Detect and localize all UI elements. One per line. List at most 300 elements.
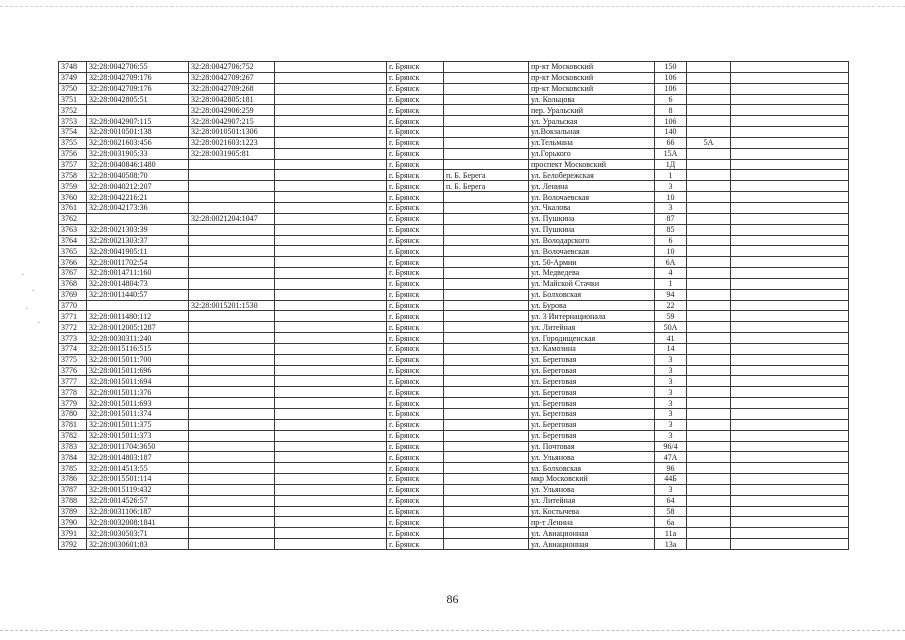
cell-note: [731, 62, 849, 73]
cell-object-cadastral-number: [189, 246, 275, 257]
cell-house-number: 6: [655, 94, 687, 105]
scan-speck: [26, 308, 28, 309]
cell-settlement: [444, 419, 529, 430]
cell-row-number: 3758: [59, 170, 87, 181]
cell-note: [731, 322, 849, 333]
cell-row-number: 3777: [59, 376, 87, 387]
cell-house-number: 8: [655, 105, 687, 116]
cell-house-number: 4: [655, 268, 687, 279]
cell-extra-field: [275, 224, 387, 235]
cell-city: г. Брянск: [387, 202, 444, 213]
cell-settlement: [444, 398, 529, 409]
table-row: [59, 311, 849, 322]
cell-extra-field: [275, 409, 387, 420]
cell-street: ул. Авиационная: [529, 528, 655, 539]
cell-settlement: [444, 148, 529, 159]
cell-note: [731, 452, 849, 463]
cell-city: г. Брянск: [387, 452, 444, 463]
cell-cadastral-number: 32:28:0042709:176: [87, 83, 189, 94]
cell-settlement: [444, 246, 529, 257]
cell-city: г. Брянск: [387, 62, 444, 73]
cell-cadastral-number: 32:28:0011480:112: [87, 311, 189, 322]
cell-building-number: [687, 192, 731, 203]
cell-city: г. Брянск: [387, 181, 444, 192]
cell-note: [731, 387, 849, 398]
cell-city: г. Брянск: [387, 419, 444, 430]
table-row: [59, 506, 849, 517]
cell-street: ул. 3 Интернационала: [529, 311, 655, 322]
cell-settlement: [444, 452, 529, 463]
cell-settlement: [444, 72, 529, 83]
cell-city: г. Брянск: [387, 224, 444, 235]
cell-city: г. Брянск: [387, 83, 444, 94]
cell-note: [731, 127, 849, 138]
cell-note: [731, 430, 849, 441]
scan-margin-specks: [20, 270, 50, 330]
cell-city: г. Брянск: [387, 354, 444, 365]
cell-building-number: [687, 398, 731, 409]
cell-settlement: [444, 137, 529, 148]
cell-cadastral-number: 32:28:0040212:207: [87, 181, 189, 192]
table-row: [59, 441, 849, 452]
cell-extra-field: [275, 311, 387, 322]
cell-row-number: 3762: [59, 213, 87, 224]
scan-edge-bottom: [0, 630, 905, 632]
cell-object-cadastral-number: [189, 409, 275, 420]
cell-cadastral-number: 32:28:0014513:55: [87, 463, 189, 474]
cell-row-number: 3785: [59, 463, 87, 474]
cell-building-number: [687, 94, 731, 105]
cell-city: г. Брянск: [387, 192, 444, 203]
cell-building-number: [687, 148, 731, 159]
cell-cadastral-number: 32:28:0030601:83: [87, 539, 189, 550]
cell-row-number: 3780: [59, 409, 87, 420]
cell-row-number: 3773: [59, 333, 87, 344]
cell-note: [731, 441, 849, 452]
cell-settlement: [444, 311, 529, 322]
cell-row-number: 3788: [59, 495, 87, 506]
cell-house-number: 15А: [655, 148, 687, 159]
cell-row-number: 3754: [59, 127, 87, 138]
cell-street: пр-кт Московский: [529, 83, 655, 94]
cell-extra-field: [275, 484, 387, 495]
cell-street: ул. Бурова: [529, 300, 655, 311]
cell-building-number: [687, 257, 731, 268]
cell-street: ул. Береговая: [529, 419, 655, 430]
cell-city: г. Брянск: [387, 495, 444, 506]
cell-object-cadastral-number: [189, 268, 275, 279]
table-row: [59, 72, 849, 83]
cell-extra-field: [275, 83, 387, 94]
cell-extra-field: [275, 506, 387, 517]
cell-house-number: 47А: [655, 452, 687, 463]
cell-object-cadastral-number: 32:28:0042706:752: [189, 62, 275, 73]
cell-house-number: 3: [655, 376, 687, 387]
cell-object-cadastral-number: [189, 419, 275, 430]
cell-cadastral-number: [87, 300, 189, 311]
cell-note: [731, 528, 849, 539]
cell-extra-field: [275, 170, 387, 181]
cell-building-number: [687, 343, 731, 354]
cell-settlement: [444, 484, 529, 495]
cell-object-cadastral-number: [189, 539, 275, 550]
cell-street: пр-кт Московский: [529, 72, 655, 83]
cell-settlement: [444, 528, 529, 539]
cell-street: ул. Уральская: [529, 116, 655, 127]
cell-settlement: [444, 159, 529, 170]
cell-note: [731, 365, 849, 376]
cell-street: ул. Медведева: [529, 268, 655, 279]
cell-extra-field: [275, 127, 387, 138]
cell-extra-field: [275, 300, 387, 311]
cell-extra-field: [275, 213, 387, 224]
cell-note: [731, 333, 849, 344]
cell-building-number: [687, 127, 731, 138]
cell-city: г. Брянск: [387, 398, 444, 409]
cell-building-number: [687, 116, 731, 127]
cell-row-number: 3791: [59, 528, 87, 539]
cell-extra-field: [275, 181, 387, 192]
cell-building-number: [687, 474, 731, 485]
table-row: [59, 354, 849, 365]
cell-house-number: 44Б: [655, 474, 687, 485]
cell-cadastral-number: 32:28:0032008:1841: [87, 517, 189, 528]
cell-city: г. Брянск: [387, 322, 444, 333]
cell-street: ул. 50-Армии: [529, 257, 655, 268]
cell-city: г. Брянск: [387, 289, 444, 300]
cell-building-number: [687, 333, 731, 344]
table-row: [59, 181, 849, 192]
cell-extra-field: [275, 268, 387, 279]
cell-row-number: 3790: [59, 517, 87, 528]
cell-street: ул. Костычева: [529, 506, 655, 517]
cell-building-number: [687, 387, 731, 398]
cell-city: г. Брянск: [387, 137, 444, 148]
cell-object-cadastral-number: [189, 495, 275, 506]
table-row: [59, 116, 849, 127]
cell-house-number: 106: [655, 83, 687, 94]
cell-building-number: [687, 181, 731, 192]
cell-building-number: [687, 528, 731, 539]
cell-object-cadastral-number: [189, 322, 275, 333]
cell-object-cadastral-number: [189, 376, 275, 387]
cell-extra-field: [275, 278, 387, 289]
cell-row-number: 3783: [59, 441, 87, 452]
cell-object-cadastral-number: [189, 463, 275, 474]
cell-building-number: [687, 170, 731, 181]
cell-object-cadastral-number: 32:28:0042906:259: [189, 105, 275, 116]
cell-city: г. Брянск: [387, 474, 444, 485]
cell-settlement: [444, 127, 529, 138]
cell-settlement: [444, 463, 529, 474]
cell-cadastral-number: 32:28:0021303:39: [87, 224, 189, 235]
cell-note: [731, 506, 849, 517]
cell-extra-field: [275, 517, 387, 528]
cell-house-number: 6а: [655, 517, 687, 528]
cell-house-number: 140: [655, 127, 687, 138]
cell-street: ул. Ленина: [529, 181, 655, 192]
cell-building-number: [687, 202, 731, 213]
cell-row-number: 3748: [59, 62, 87, 73]
cell-row-number: 3749: [59, 72, 87, 83]
page-number: 86: [446, 592, 459, 606]
cell-city: г. Брянск: [387, 441, 444, 452]
cell-object-cadastral-number: [189, 159, 275, 170]
cell-house-number: 96: [655, 463, 687, 474]
cell-building-number: [687, 506, 731, 517]
table-row: [59, 224, 849, 235]
cell-object-cadastral-number: [189, 333, 275, 344]
cell-city: г. Брянск: [387, 506, 444, 517]
cell-cadastral-number: 32:28:0021603:456: [87, 137, 189, 148]
cell-note: [731, 517, 849, 528]
cell-extra-field: [275, 365, 387, 376]
cell-object-cadastral-number: [189, 354, 275, 365]
cell-note: [731, 202, 849, 213]
cell-object-cadastral-number: [189, 289, 275, 300]
cell-note: [731, 246, 849, 257]
cell-settlement: [444, 495, 529, 506]
cell-cadastral-number: 32:28:0014526:57: [87, 495, 189, 506]
cell-extra-field: [275, 72, 387, 83]
cell-building-number: [687, 311, 731, 322]
cell-city: г. Брянск: [387, 246, 444, 257]
cell-extra-field: [275, 343, 387, 354]
table-row: [59, 192, 849, 203]
cell-extra-field: [275, 148, 387, 159]
cell-house-number: 106: [655, 116, 687, 127]
cell-building-number: [687, 409, 731, 420]
cell-house-number: 3: [655, 409, 687, 420]
cell-object-cadastral-number: 32:28:0042907:215: [189, 116, 275, 127]
cell-street: ул.Горького: [529, 148, 655, 159]
cell-note: [731, 181, 849, 192]
cell-object-cadastral-number: 32:28:0042709:267: [189, 72, 275, 83]
cell-street: ул. Белобережская: [529, 170, 655, 181]
cell-building-number: [687, 105, 731, 116]
cell-street: ул. Береговая: [529, 354, 655, 365]
cell-settlement: [444, 224, 529, 235]
cell-building-number: [687, 441, 731, 452]
table-row: [59, 430, 849, 441]
cell-cadastral-number: 32:28:0042709:176: [87, 72, 189, 83]
cell-building-number: [687, 278, 731, 289]
cell-note: [731, 419, 849, 430]
cell-settlement: [444, 322, 529, 333]
cell-settlement: [444, 387, 529, 398]
cell-settlement: [444, 343, 529, 354]
table-row: [59, 409, 849, 420]
cell-building-number: [687, 224, 731, 235]
cell-house-number: 106: [655, 72, 687, 83]
cell-row-number: 3755: [59, 137, 87, 148]
cell-street: ул. Кольцова: [529, 94, 655, 105]
cell-building-number: [687, 289, 731, 300]
table-row: [59, 376, 849, 387]
cell-row-number: 3761: [59, 202, 87, 213]
cell-object-cadastral-number: [189, 387, 275, 398]
cell-extra-field: [275, 539, 387, 550]
cell-settlement: [444, 354, 529, 365]
cell-building-number: [687, 246, 731, 257]
table-row: [59, 539, 849, 550]
cell-street: пр-т Ленина: [529, 517, 655, 528]
cell-note: [731, 213, 849, 224]
cell-extra-field: [275, 116, 387, 127]
cell-extra-field: [275, 452, 387, 463]
cell-object-cadastral-number: 32:28:0031905:81: [189, 148, 275, 159]
cell-cadastral-number: [87, 213, 189, 224]
cell-note: [731, 289, 849, 300]
cell-street: ул. Береговая: [529, 376, 655, 387]
cell-cadastral-number: 32:28:0014711:160: [87, 268, 189, 279]
cell-note: [731, 354, 849, 365]
cell-house-number: 85: [655, 224, 687, 235]
cell-building-number: [687, 213, 731, 224]
cell-cadastral-number: 32:28:0015011:374: [87, 409, 189, 420]
cell-city: г. Брянск: [387, 365, 444, 376]
cell-extra-field: [275, 419, 387, 430]
cell-city: г. Брянск: [387, 387, 444, 398]
cell-object-cadastral-number: 32:28:0015201:1530: [189, 300, 275, 311]
cell-row-number: 3757: [59, 159, 87, 170]
cell-settlement: [444, 105, 529, 116]
cell-city: г. Брянск: [387, 170, 444, 181]
cell-settlement: [444, 517, 529, 528]
cell-building-number: [687, 300, 731, 311]
cell-cadastral-number: 32:28:0015011:693: [87, 398, 189, 409]
cell-city: г. Брянск: [387, 463, 444, 474]
cell-cadastral-number: 32:28:0042805:51: [87, 94, 189, 105]
cell-cadastral-number: 32:28:0030503:71: [87, 528, 189, 539]
cell-row-number: 3776: [59, 365, 87, 376]
scan-speck: [32, 290, 34, 291]
cell-cadastral-number: 32:28:0010501:138: [87, 127, 189, 138]
cell-house-number: 87: [655, 213, 687, 224]
cell-settlement: [444, 62, 529, 73]
cell-object-cadastral-number: [189, 343, 275, 354]
cell-street: ул. Ульянова: [529, 484, 655, 495]
cell-house-number: 58: [655, 506, 687, 517]
cell-object-cadastral-number: [189, 224, 275, 235]
cell-settlement: [444, 300, 529, 311]
cell-city: г. Брянск: [387, 148, 444, 159]
cell-row-number: 3781: [59, 419, 87, 430]
table-row: [59, 528, 849, 539]
cell-extra-field: [275, 159, 387, 170]
cell-object-cadastral-number: 32:28:0042805:181: [189, 94, 275, 105]
cell-cadastral-number: 32:28:0014804:73: [87, 278, 189, 289]
cell-street: ул. Почтовая: [529, 441, 655, 452]
cell-note: [731, 474, 849, 485]
cell-note: [731, 311, 849, 322]
cell-street: пер. Уральский: [529, 105, 655, 116]
cell-object-cadastral-number: [189, 506, 275, 517]
cell-row-number: 3753: [59, 116, 87, 127]
cell-row-number: 3775: [59, 354, 87, 365]
cell-house-number: 13а: [655, 539, 687, 550]
cell-row-number: 3782: [59, 430, 87, 441]
cell-street: ул.Тельмана: [529, 137, 655, 148]
cell-street: ул. Ульянова: [529, 452, 655, 463]
cell-city: г. Брянск: [387, 484, 444, 495]
cell-settlement: [444, 430, 529, 441]
cell-building-number: [687, 517, 731, 528]
cell-settlement: [444, 539, 529, 550]
cell-street: ул. Чкалова: [529, 202, 655, 213]
cell-house-number: 6А: [655, 257, 687, 268]
cell-row-number: 3779: [59, 398, 87, 409]
cell-settlement: [444, 202, 529, 213]
cell-extra-field: [275, 137, 387, 148]
cell-settlement: [444, 376, 529, 387]
cell-settlement: [444, 213, 529, 224]
cell-row-number: 3759: [59, 181, 87, 192]
cell-street: проспект Московский: [529, 159, 655, 170]
cell-street: ул. Камозина: [529, 343, 655, 354]
cell-object-cadastral-number: 32:28:0021204:1047: [189, 213, 275, 224]
cell-note: [731, 376, 849, 387]
cell-cadastral-number: 32:28:0015011:373: [87, 430, 189, 441]
cell-city: г. Брянск: [387, 278, 444, 289]
cell-extra-field: [275, 94, 387, 105]
cell-settlement: [444, 474, 529, 485]
cell-row-number: 3769: [59, 289, 87, 300]
cell-street: ул. Пушкина: [529, 224, 655, 235]
cell-object-cadastral-number: [189, 192, 275, 203]
cell-object-cadastral-number: [189, 430, 275, 441]
cell-street: ул.Вокзальная: [529, 127, 655, 138]
cell-cadastral-number: 32:28:0015011:694: [87, 376, 189, 387]
cell-street: ул. Авиационная: [529, 539, 655, 550]
cell-cadastral-number: 32:28:0030311:240: [87, 333, 189, 344]
cell-note: [731, 116, 849, 127]
cell-row-number: 3766: [59, 257, 87, 268]
cell-cadastral-number: 32:28:0015011:700: [87, 354, 189, 365]
cell-house-number: 14: [655, 343, 687, 354]
table-row: [59, 398, 849, 409]
cell-cadastral-number: 32:28:0014803:187: [87, 452, 189, 463]
cell-city: г. Брянск: [387, 409, 444, 420]
cell-city: г. Брянск: [387, 517, 444, 528]
cell-street: ул. Пушкина: [529, 213, 655, 224]
table-row: [59, 484, 849, 495]
cell-object-cadastral-number: [189, 365, 275, 376]
cell-row-number: 3751: [59, 94, 87, 105]
cell-row-number: 3774: [59, 343, 87, 354]
scan-speck: [38, 322, 40, 323]
cell-building-number: [687, 376, 731, 387]
cell-house-number: 10: [655, 192, 687, 203]
cell-cadastral-number: 32:28:0040846:1480: [87, 159, 189, 170]
cell-house-number: 50А: [655, 322, 687, 333]
cell-extra-field: [275, 463, 387, 474]
cell-extra-field: [275, 333, 387, 344]
cell-object-cadastral-number: [189, 170, 275, 181]
cell-building-number: [687, 268, 731, 279]
table-row: [59, 333, 849, 344]
table-row: [59, 452, 849, 463]
cell-note: [731, 137, 849, 148]
cell-note: [731, 83, 849, 94]
cell-cadastral-number: 32:28:0042706:55: [87, 62, 189, 73]
cell-house-number: 3: [655, 387, 687, 398]
cell-cadastral-number: [87, 105, 189, 116]
cell-cadastral-number: 32:28:0015011:376: [87, 387, 189, 398]
table-row: [59, 213, 849, 224]
cell-house-number: 41: [655, 333, 687, 344]
cell-cadastral-number: 32:28:0015116:515: [87, 343, 189, 354]
